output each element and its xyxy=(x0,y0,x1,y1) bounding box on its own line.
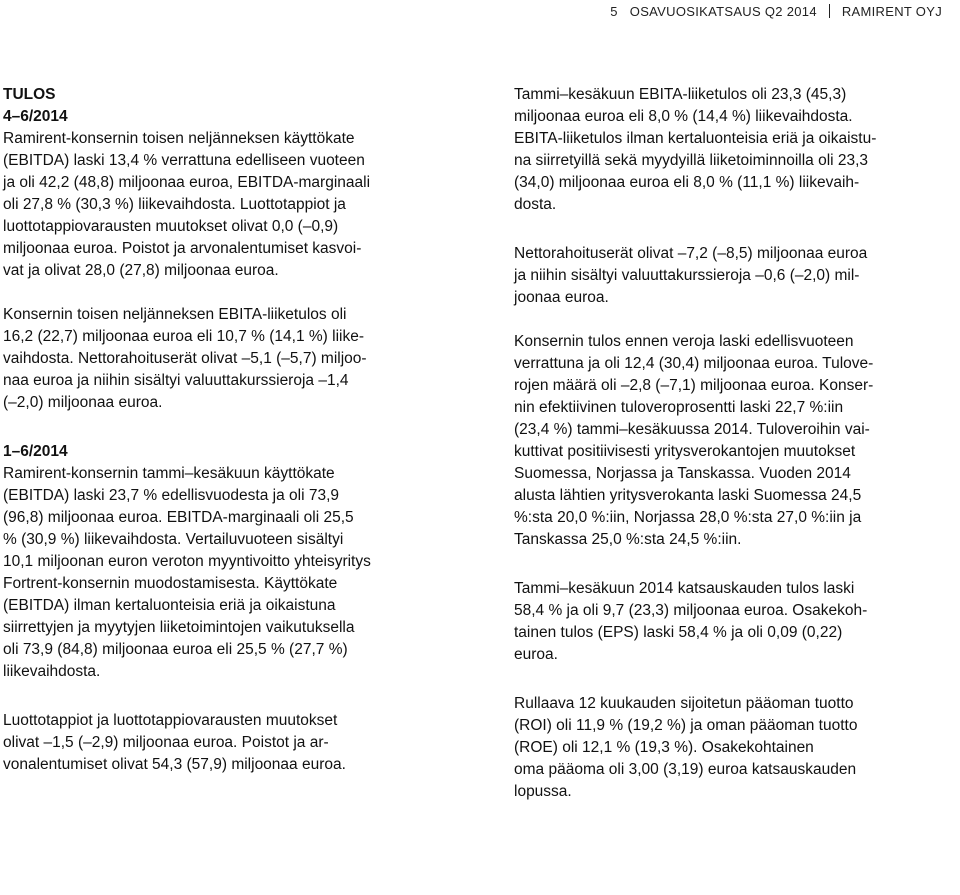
text-line: 16,2 (22,7) miljoonaa euroa eli 10,7 % (14,1 %) liike- xyxy=(3,328,364,345)
text-line: (–2,0) miljoonaa euroa. xyxy=(3,394,163,411)
text-line: rojen määrä oli –2,8 (–7,1) miljoonaa euroa. Konser- xyxy=(514,377,874,394)
text-line: Tammi–kesäkuun 2014 katsauskauden tulos laski xyxy=(514,580,855,597)
text-line: luottotappiovarausten muutokset olivat 0,0 (–0,9) xyxy=(3,218,339,235)
text-line: miljoonaa euroa. Poistot ja arvonalentumiset kasvoi- xyxy=(3,240,362,257)
paragraph-taxes xyxy=(514,331,954,551)
text-line: (34,0) miljoonaa euroa eli 8,0 % (11,1 %) liikevaih- xyxy=(514,174,860,191)
period-heading-h1: 1–6/2014 xyxy=(3,443,68,460)
section-heading: TULOS xyxy=(3,86,56,103)
text-line: joonaa euroa. xyxy=(514,289,609,306)
text-line: tainen tulos (EPS) laski 58,4 % ja oli 0,09 (0,22) xyxy=(514,624,843,641)
page-header xyxy=(610,0,942,22)
paragraph-financial-items xyxy=(514,243,954,309)
page-number: 5 xyxy=(610,3,618,19)
text-line: (96,8) miljoonaa euroa. EBITDA-marginaali oli 25,5 xyxy=(3,509,354,526)
text-line: na siirretyillä sekä myydyillä liiketoiminnoilla oli 23,3 xyxy=(514,152,869,169)
text-line: Fortrent-konsernin muodostamisesta. Käyttökate xyxy=(3,575,338,592)
paragraph-result-eps xyxy=(514,578,954,666)
paragraph-credit-losses xyxy=(3,710,443,776)
text-line: lopussa. xyxy=(514,783,572,800)
text-line: ja niihin sisältyi valuuttakurssieroja –0,6 (–2,0) mil- xyxy=(514,267,860,284)
text-line: (ROE) oli 12,1 % (19,3 %). Osakekohtainen xyxy=(514,739,814,756)
text-line: vat ja olivat 28,0 (27,8) miljoonaa euroa. xyxy=(3,262,279,279)
text-line: % (30,9 %) liikevaihdosta. Vertailuvuoteen sisältyi xyxy=(3,531,344,548)
text-line: verrattuna ja oli 12,4 (30,4) miljoonaa euroa. Tulove- xyxy=(514,355,874,372)
paragraph-h1-ebitda xyxy=(3,463,443,683)
report-title: OSAVUOSIKATSAUS Q2 2014 xyxy=(629,3,817,19)
text-line: dosta. xyxy=(514,196,557,213)
text-line: EBITA-liiketulos ilman kertaluonteisia eriä ja oikaistu- xyxy=(514,130,877,147)
text-line: (EBITDA) laski 13,4 % verrattuna edelliseen vuoteen xyxy=(3,152,365,169)
text-line: 10,1 miljoonan euron veroton myyntivoitto yhteisyritys xyxy=(3,553,371,570)
text-line: liikevaihdosta. xyxy=(3,663,101,680)
text-line: nin efektiivinen tuloveroprosentti laski 22,7 %:iin xyxy=(514,399,844,416)
text-line: oli 73,9 (84,8) miljoonaa euroa eli 25,5 % (27,7 %) xyxy=(3,641,348,658)
text-line: %:sta 20,0 %:iin, Norjassa 28,0 %:sta 27,0 %:iin ja xyxy=(514,509,862,526)
text-line: (EBITDA) laski 23,7 % edellisvuodesta ja oli 73,9 xyxy=(3,487,339,504)
right-column xyxy=(514,84,954,803)
company-name: RAMIRENT OYJ xyxy=(841,3,942,19)
text-line: ja oli 42,2 (48,8) miljoonaa euroa, EBITDA-marginaali xyxy=(3,174,371,191)
text-line: vaihdosta. Nettorahoituserät olivat –5,1 (–5,7) miljoo- xyxy=(3,350,367,367)
text-line: naa euroa ja niihin sisältyi valuuttakurssieroja –1,4 xyxy=(3,372,349,389)
text-line: Luottotappiot ja luottotappiovarausten muutokset xyxy=(3,712,338,729)
text-line: oli 27,8 % (30,3 %) liikevaihdosta. Luottotappiot ja xyxy=(3,196,346,213)
text-line: (ROI) oli 11,9 % (19,2 %) ja oman pääoman tuotto xyxy=(514,717,858,734)
text-line: Rullaava 12 kuukauden sijoitetun pääoman tuotto xyxy=(514,695,854,712)
text-line: Tanskassa 25,0 %:sta 24,5 %:iin. xyxy=(514,531,742,548)
text-line: Ramirent-konsernin tammi–kesäkuun käyttökate xyxy=(3,465,335,482)
text-line: Nettorahoituserät olivat –7,2 (–8,5) miljoonaa euroa xyxy=(514,245,868,262)
text-line: Konsernin tulos ennen veroja laski edellisvuoteen xyxy=(514,333,854,350)
text-line: olivat –1,5 (–2,9) miljoonaa euroa. Poistot ja ar- xyxy=(3,734,329,751)
left-column xyxy=(3,84,443,776)
text-line: vonalentumiset olivat 54,3 (57,9) miljoonaa euroa. xyxy=(3,756,346,773)
text-line: siirrettyjen ja myytyjen liiketoimintojen vaikutuksella xyxy=(3,619,355,636)
text-line: kuttivat positiivisesti yritysverokantojen muutokset xyxy=(514,443,856,460)
paragraph-q2-ebitda xyxy=(3,128,443,282)
period-heading-q2: 4–6/2014 xyxy=(3,108,68,125)
text-line: miljoonaa euroa eli 8,0 % (14,4 %) liikevaihdosta. xyxy=(514,108,853,125)
text-line: Suomessa, Norjassa ja Tanskassa. Vuoden 2014 xyxy=(514,465,851,482)
text-line: Konsernin toisen neljänneksen EBITA-liiketulos oli xyxy=(3,306,347,323)
text-line: alusta lähtien yritysverokanta laski Suomessa 24,5 xyxy=(514,487,862,504)
header-divider xyxy=(829,4,830,18)
text-line: Tammi–kesäkuun EBITA-liiketulos oli 23,3 (45,3) xyxy=(514,86,847,103)
text-line: oma pääoma oli 3,00 (3,19) euroa katsauskauden xyxy=(514,761,857,778)
text-line: euroa. xyxy=(514,646,558,663)
paragraph-q2-ebita xyxy=(3,304,443,414)
text-line: (23,4 %) tammi–kesäkuussa 2014. Tuloveroihin vai- xyxy=(514,421,870,438)
paragraph-roi-roe xyxy=(514,693,954,803)
text-line: 58,4 % ja oli 9,7 (23,3) miljoonaa euroa. Osakekoh- xyxy=(514,602,868,619)
text-line: Ramirent-konsernin toisen neljänneksen käyttökate xyxy=(3,130,355,147)
paragraph-h1-ebita xyxy=(514,84,954,216)
text-line: (EBITDA) ilman kertaluonteisia eriä ja oikaistuna xyxy=(3,597,336,614)
